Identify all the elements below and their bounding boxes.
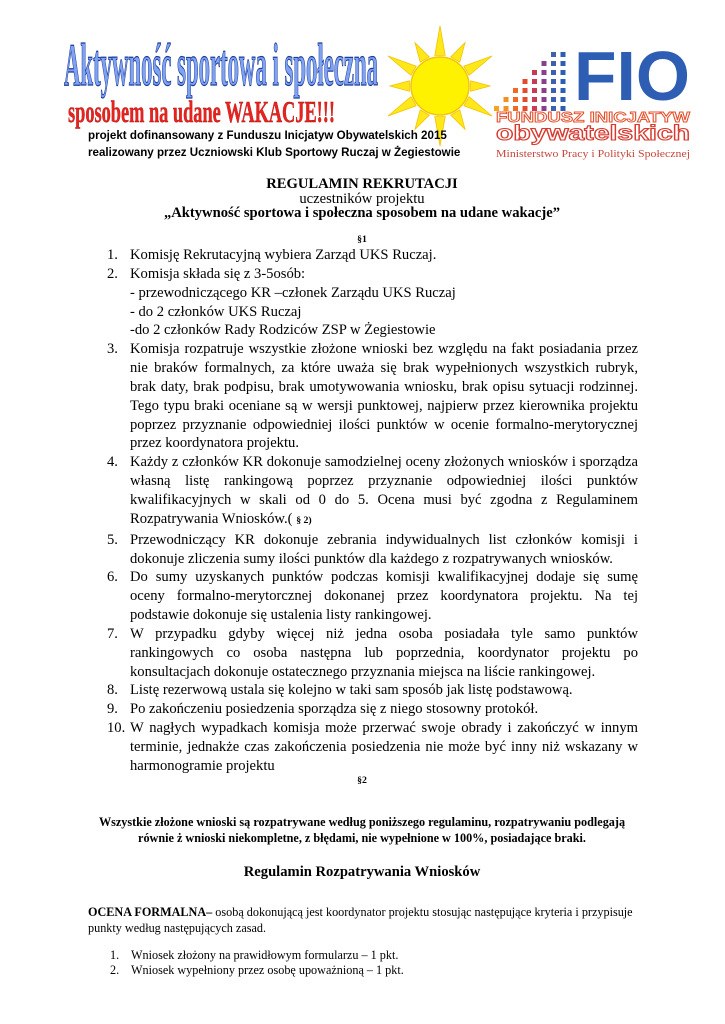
fio-dots-graphic: [494, 52, 566, 111]
logo-dot: [551, 97, 556, 102]
document-title-block: [62, 177, 662, 221]
logo-ministry: Ministerstwo Pracy i Polityki Społecznej: [496, 148, 690, 160]
logo-dot: [551, 52, 556, 57]
criteria-number: 2.: [110, 963, 120, 977]
logo-dot: [523, 97, 528, 102]
rule-number: 5.: [107, 531, 118, 548]
rule-subline: - przewodniczącego KR –członek Zarządu UKS Ruczaj: [130, 284, 456, 301]
rule-item: [107, 265, 638, 340]
criteria-item: [110, 948, 630, 963]
section-1-marker: §1: [357, 234, 367, 245]
logo-dot: [532, 88, 537, 93]
rule-item: [107, 568, 638, 625]
logo-dot: [551, 79, 556, 84]
rule-text: Komisję Rekrutacyjną wybiera Zarząd UKS Ruczaj.: [130, 247, 437, 263]
logo-dot: [561, 70, 566, 75]
rule-section-reference: § 2): [296, 514, 312, 526]
rule-subline: -do 2 członków Rady Rodziców ZSP w Żegiestowie: [130, 322, 436, 339]
logo-dot: [542, 88, 547, 93]
rule-item: [107, 531, 638, 569]
logo-dot: [532, 70, 537, 75]
rule-text: Komisja składa się z 3-5osób:: [130, 265, 306, 282]
rule-item: [107, 625, 638, 682]
formal-evaluation-paragraph: [88, 905, 640, 936]
logo-dot: [551, 61, 556, 66]
rule-text: W nagłych wypadkach komisja może przerwać swoje obrady i zakończyć w innym terminie, jednakże czas zakończenia posiedzenia nie może być inny niż wskazany w harmonogramie projektu: [130, 720, 638, 774]
logo-dot: [561, 79, 566, 84]
funding-line: projekt dofinansowany z Funduszu Inicjatyw Obywatelskich 2015: [88, 129, 447, 142]
rule-text: Listę rezerwową ustala się kolejno w taki sam sposób jak listę podstawową.: [130, 682, 573, 699]
evaluation-rules-heading: Regulamin Rozpatrywania Wniosków: [243, 864, 481, 880]
formal-evaluation-text: osobą dokonującą jest koordynator projektu stosując następujące kryteria i przypisuje punkty według następujących zasad.: [88, 905, 633, 935]
logo-line2: obywatelskich: [496, 122, 690, 145]
criteria-list: [110, 948, 630, 978]
document-subtitle: uczestników projektu: [299, 190, 425, 207]
rule-number: 2.: [107, 265, 118, 282]
rule-text: Przewodniczący KR dokonuje zebrania indywidualnych list członków komisji i dokonuje zliczenia sumy ilości punktów dla każdego z rozpatrywanych wniosków.: [130, 531, 638, 567]
rule-text-body: Każdy z członków KR dokonuje samodzielnej oceny złożonych wniosków i sporządza własną listę rankingową poprzez przyznanie odpowiedniej ilości punktów kwalifikacyjnych w skali od 0 do 5. Ocena musi być zgodna z Regulaminem Rozpatrywania Wniosków.(: [130, 454, 638, 527]
evaluation-notice: Wszystkie złożone wnioski są rozpatrywane według poniższego regulaminu, rozpatrywaniu podlegają równie ż wnioski niekompletne, z błędami, nie wypełnione w 100%, posiadające braki.: [98, 815, 626, 845]
logo-dot: [513, 97, 518, 102]
sun-ray: [464, 56, 492, 75]
logo-dot: [551, 88, 556, 93]
sun-ray: [435, 26, 445, 55]
rule-number: 3.: [107, 341, 118, 358]
logo-dot: [532, 79, 537, 84]
logo-dot: [523, 79, 528, 84]
rule-number: 7.: [107, 625, 118, 642]
rule-item: [107, 681, 638, 700]
sun-ray: [388, 56, 416, 75]
document-title: REGULAMIN REKRUTACJI: [266, 176, 458, 192]
recruitment-rules-list: [107, 246, 638, 776]
fio-logo: [490, 37, 695, 164]
rule-text: Po zakończeniu posiedzenia sporządza się z niego stosowny protokół.: [130, 701, 539, 718]
rule-number: 4.: [107, 454, 118, 471]
criteria-text: Wniosek złożony na prawidłowym formularzu – 1 pkt.: [131, 948, 399, 962]
logo-dot: [523, 88, 528, 93]
logo-line1: FUNDUSZ INICJATYW: [496, 110, 691, 126]
logo-dot: [504, 97, 509, 102]
criteria-text: Wniosek wypełniony przez osobę upoważnioną – 1 pkt.: [131, 963, 404, 977]
banner-subtitle: sposobem na udane WAKACJE!!!: [68, 94, 335, 129]
sun-ray: [471, 81, 490, 91]
logo-dot: [542, 79, 547, 84]
logo-dot: [561, 88, 566, 93]
formal-evaluation-label: OCENA FORMALNA–: [88, 905, 213, 919]
sun-ray: [464, 97, 492, 116]
rule-text: W przypadku gdyby więcej niż jedna osoba posiadała tyle samo punktów rankingowych co osoba następna lub poprzednia, koordynator projektu po konsultacjach dokonuje ostatecznego przyznania miejsca na liście rankingowej.: [130, 625, 638, 680]
organizer-line: realizowany przez Uczniowski Klub Sportowy Ruczaj w Żegiestowie: [88, 146, 461, 159]
logo-dot: [561, 97, 566, 102]
logo-dot: [513, 88, 518, 93]
rule-number: 10.: [107, 720, 126, 737]
banner-title: Aktywność sportowa i społeczna: [64, 32, 378, 98]
rule-text: Do sumy uzyskanych punktów podczas komisji kwalifikacyjnej dodaje się sumę oceny formalno-merytorcznej dokonanej przez koordynatora projektu. Na tej podstawie dokonuje się ustalenia listy rankingowej.: [130, 569, 638, 624]
rule-number: 6.: [107, 569, 118, 586]
rule-text: Komisja rozpatruje wszystkie złożone wnioski bez względu na fakt posiadania przez nie braków formalnych, za które uważa się brak wypełnionych wszystkich rubryk, brak daty, brak podpisu, brak umotywowania wniosku, brak opisu sytuacji rodzinnej. Tego typu braki oceniane są w wersji punktowej, najpierw przez kierownika projektu poprzez przyznanie odpowiedniej ilości punktów w ocenie formalno-merytorycznej przez koordynatora projektu.: [130, 341, 638, 452]
rule-number: 9.: [107, 701, 118, 718]
logo-dot: [561, 52, 566, 57]
sun-ray: [390, 81, 409, 91]
rule-item: [107, 719, 638, 776]
logo-dot: [532, 97, 537, 102]
logo-dot: [551, 70, 556, 75]
rule-item: [107, 453, 638, 530]
logo-dot: [561, 61, 566, 66]
rule-item: [107, 340, 638, 453]
section-2-marker: §2: [357, 775, 367, 786]
logo-dot: [542, 70, 547, 75]
rule-subline: - do 2 członków UKS Ruczaj: [130, 303, 302, 320]
sun-ray: [388, 97, 416, 116]
criteria-item: [110, 963, 630, 978]
rule-item: [107, 700, 638, 719]
criteria-number: 1.: [110, 948, 120, 962]
rule-item: [107, 246, 638, 265]
logo-acronym: FIO: [574, 37, 690, 115]
logo-dot: [542, 61, 547, 66]
project-name: „Aktywność sportowa i społeczna sposobem na udane wakacje”: [163, 205, 561, 221]
rule-text: [130, 453, 638, 530]
project-banner-graphic: [60, 30, 382, 134]
logo-dot: [542, 97, 547, 102]
rule-number: 1.: [107, 247, 118, 263]
rule-number: 8.: [107, 682, 118, 699]
